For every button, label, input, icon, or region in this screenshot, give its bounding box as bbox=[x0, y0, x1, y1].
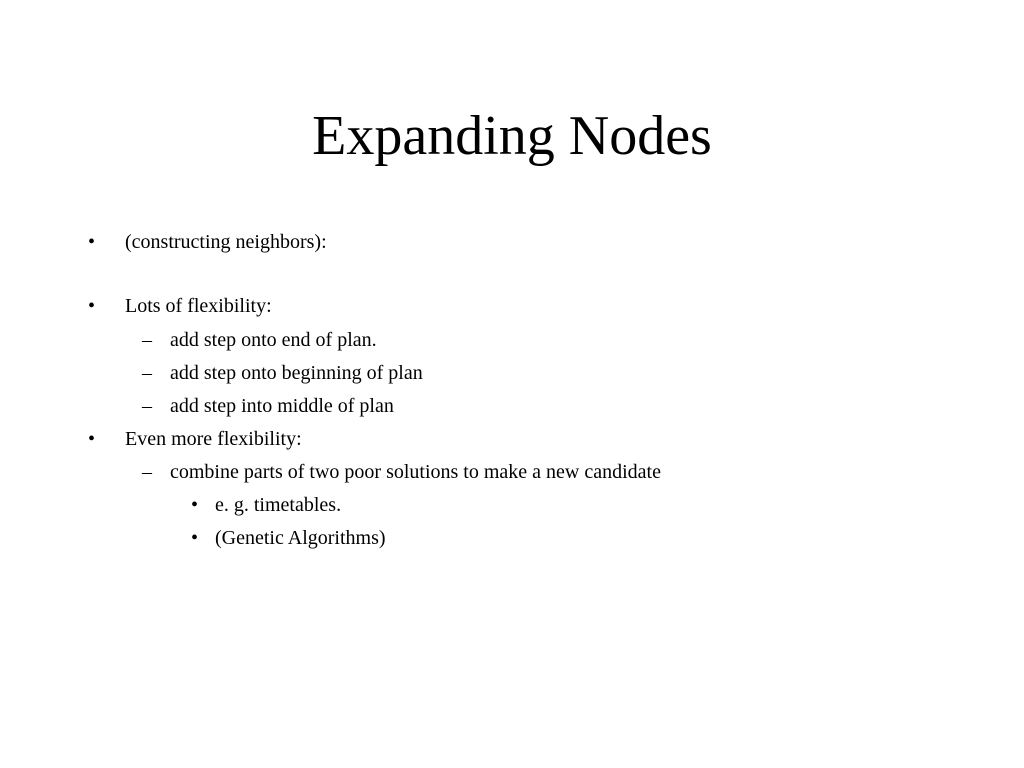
sub-bullet-text: add step onto beginning of plan bbox=[170, 362, 423, 384]
sub-sub-bullet-text: (Genetic Algorithms) bbox=[215, 527, 386, 549]
dash-marker: – bbox=[142, 461, 152, 483]
bullet-marker: • bbox=[88, 295, 96, 317]
slide-title: Expanding Nodes bbox=[312, 105, 712, 167]
sub-sub-bullet-text: e. g. timetables. bbox=[215, 494, 342, 516]
dash-marker: – bbox=[142, 329, 152, 351]
bullet-text: (constructing neighbors): bbox=[125, 231, 327, 253]
sub-bullet-text: add step onto end of plan. bbox=[170, 329, 377, 351]
bullet-text: Even more flexibility: bbox=[125, 428, 302, 450]
bullet-marker: • bbox=[88, 428, 96, 450]
bullet-marker: • bbox=[191, 494, 199, 516]
dash-marker: – bbox=[142, 362, 152, 384]
bullet-marker: • bbox=[191, 527, 199, 549]
sub-bullet-text: combine parts of two poor solutions to make a new candidate bbox=[170, 461, 661, 483]
bullet-text: Lots of flexibility: bbox=[125, 295, 272, 317]
sub-bullet-text: add step into middle of plan bbox=[170, 395, 394, 417]
bullet-marker: • bbox=[88, 231, 96, 253]
dash-marker: – bbox=[142, 395, 152, 417]
